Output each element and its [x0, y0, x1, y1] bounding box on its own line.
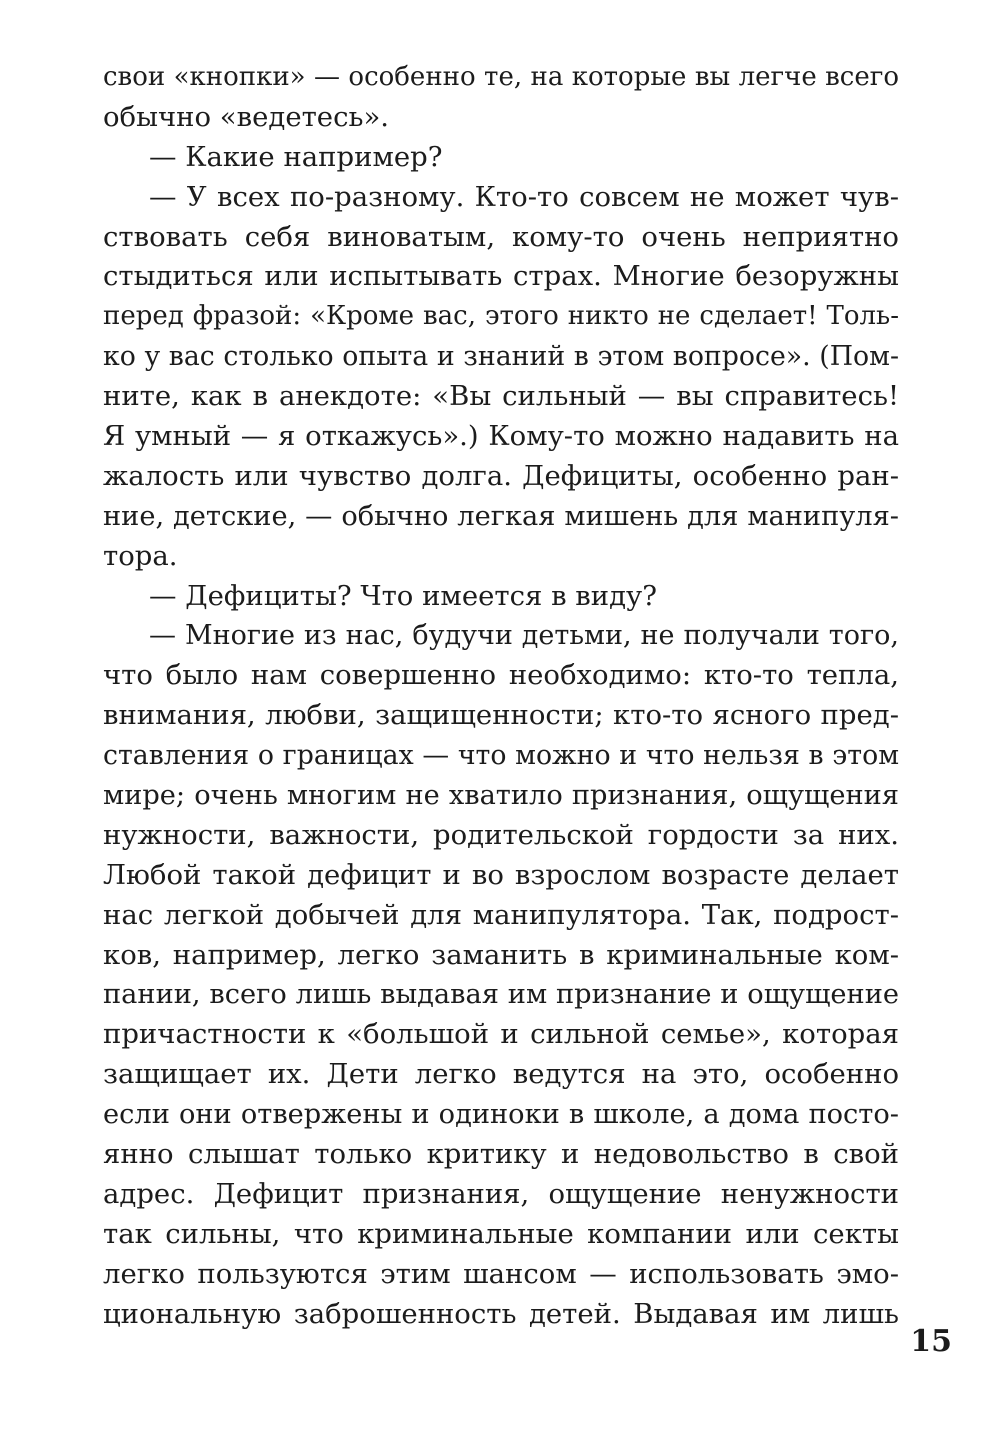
text-line: ставления о границах — что можно и что нельзя в этом: [103, 740, 899, 772]
text-line: янно слышат только критику и недовольство в свой: [103, 1138, 899, 1171]
text-line: пании, всего лишь выдавая им признание и ощущение: [103, 979, 899, 1011]
text-line: обычно «ведетесь».: [103, 100, 390, 133]
text-line: — Дефициты? Что имеется в виду?: [149, 579, 657, 612]
text-line: если они отвержены и одиноки в школе, а дома посто-: [103, 1099, 899, 1131]
text-line: тора.: [103, 539, 178, 572]
text-line: адрес. Дефицит признания, ощущение ненужности: [103, 1177, 899, 1210]
text-line: перед фразой: «Кроме вас, этого никто не сделает! Толь-: [103, 301, 899, 332]
text-line: защищает их. Дети легко ведутся на это, особенно: [103, 1058, 899, 1091]
text-line: нужности, важности, родительской гордости за них.: [103, 818, 899, 851]
text-line: причастности к «большой и сильной семье», которая: [103, 1018, 899, 1051]
text-line: что было нам совершенно необходимо: кто-то тепла,: [103, 659, 899, 692]
text-line: стыдиться или испытывать страх. Многие безоружны: [103, 260, 899, 293]
text-line: — У всех по-разному. Кто-то совсем не может чув-: [149, 180, 899, 213]
page-number: 15: [910, 1324, 952, 1359]
text-line: внимания, любви, защищенности; кто-то ясного пред-: [103, 699, 899, 732]
body-text: [103, 58, 899, 1335]
text-line: нас легкой добычей для манипулятора. Так, подрост-: [103, 898, 899, 931]
text-line: ков, например, легко заманить в криминальные ком-: [103, 938, 899, 971]
text-line: свои «кнопки» — особенно те, на которые вы легче всего: [103, 62, 899, 92]
text-line: Я умный — я откажусь».) Кому-то можно надавить на: [103, 420, 899, 453]
text-line: мире; очень многим не хватило признания, ощущения: [103, 780, 899, 812]
text-line: Любой такой дефицит и во взрослом возрасте делает: [103, 858, 899, 891]
text-line: так сильны, что криминальные компании или секты: [103, 1217, 899, 1250]
text-line: — Многие из нас, будучи детьми, не получали того,: [149, 620, 899, 652]
text-line: ние, детские, — обычно легкая мишень для манипуля-: [103, 500, 899, 532]
text-line: ко у вас столько опыта и знаний в этом вопросе». (Пом-: [103, 341, 899, 373]
text-line: ствовать себя виноватым, кому-то очень неприятно: [103, 220, 899, 253]
text-line: ните, как в анекдоте: «Вы сильный — вы справитесь!: [103, 380, 899, 413]
text-line: легко пользуются этим шансом — использовать эмо-: [103, 1257, 899, 1290]
text-line: — Какие например?: [149, 140, 443, 173]
text-line: жалость или чувство долга. Дефициты, особенно ран-: [103, 459, 899, 492]
text-line: циональную заброшенность детей. Выдавая им лишь: [103, 1297, 899, 1330]
